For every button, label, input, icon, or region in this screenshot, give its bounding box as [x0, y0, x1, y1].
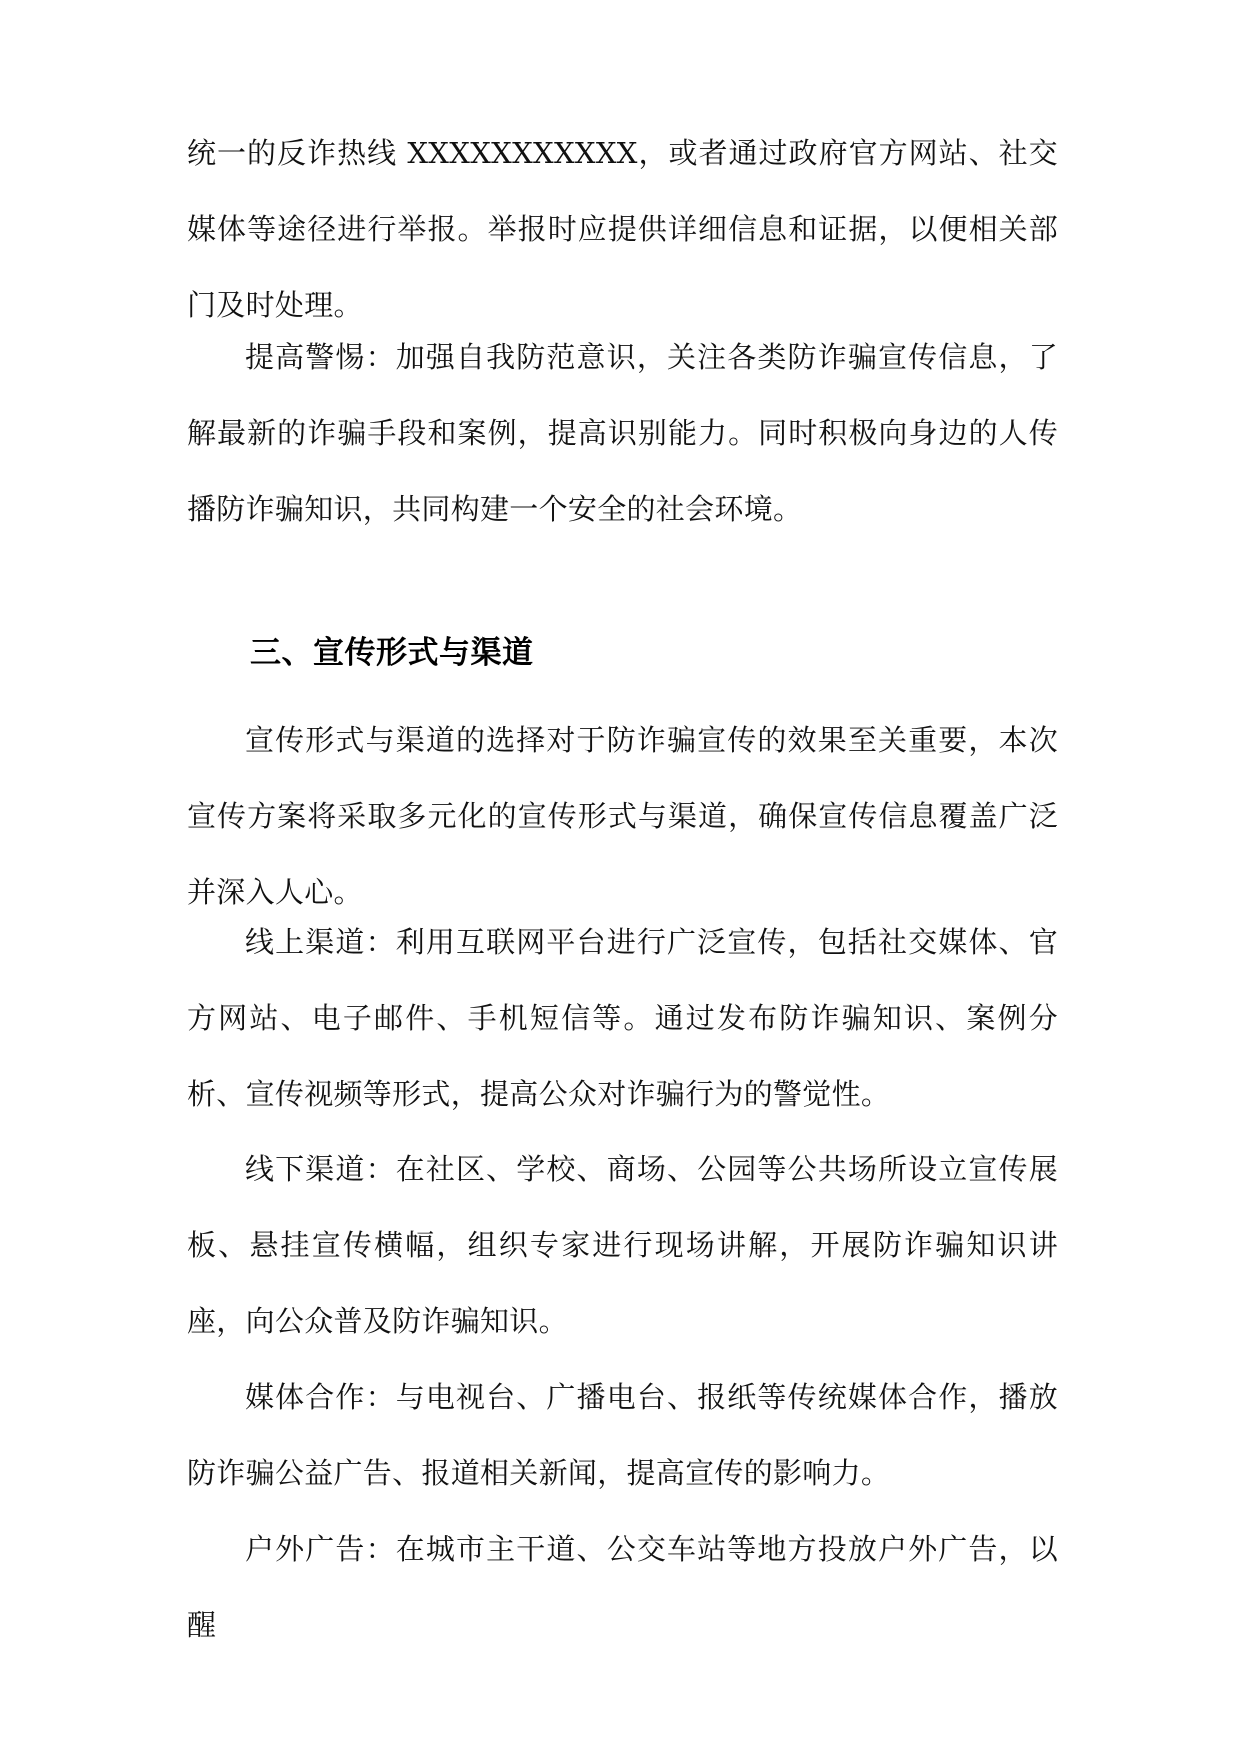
paragraph-offline-channels: 线下渠道：在社区、学校、商场、公园等公共场所设立宣传展板、悬挂宣传横幅，组织专家进行现场讲解，开展防诈骗知识讲座，向公众普及防诈骗知识。: [187, 1152, 1058, 1338]
paragraph-online-channels: 线上渠道：利用互联网平台进行广泛宣传，包括社交媒体、官方网站、电子邮件、手机短信等。通过发布防诈骗知识、案例分析、宣传视频等形式，提高公众对诈骗行为的警觉性。: [187, 925, 1058, 1111]
paragraph-media-cooperation: 媒体合作：与电视台、广播电台、报纸等传统媒体合作，播放防诈骗公益广告、报道相关新闻，提高宣传的影响力。: [187, 1380, 1058, 1490]
paragraph-section-intro: 宣传形式与渠道的选择对于防诈骗宣传的效果至关重要，本次宣传方案将采取多元化的宣传形式与渠道，确保宣传信息覆盖广泛并深入人心。: [187, 723, 1058, 909]
paragraph-raise-vigilance: 提高警惕：加强自我防范意识，关注各类防诈骗宣传信息，了解最新的诈骗手段和案例，提高识别能力。同时积极向身边的人传播防诈骗知识，共同构建一个安全的社会环境。: [187, 340, 1058, 526]
paragraph-report-hotline-continued: 统一的反诈热线 XXXXXXXXXXX，或者通过政府官方网站、社交媒体等途径进行举报。举报时应提供详细信息和证据，以便相关部门及时处理。: [187, 136, 1058, 322]
paragraph-outdoor-ads: 户外广告：在城市主干道、公交车站等地方投放户外广告，以醒: [187, 1532, 1058, 1642]
section-heading: 三、宣传形式与渠道: [250, 635, 534, 671]
